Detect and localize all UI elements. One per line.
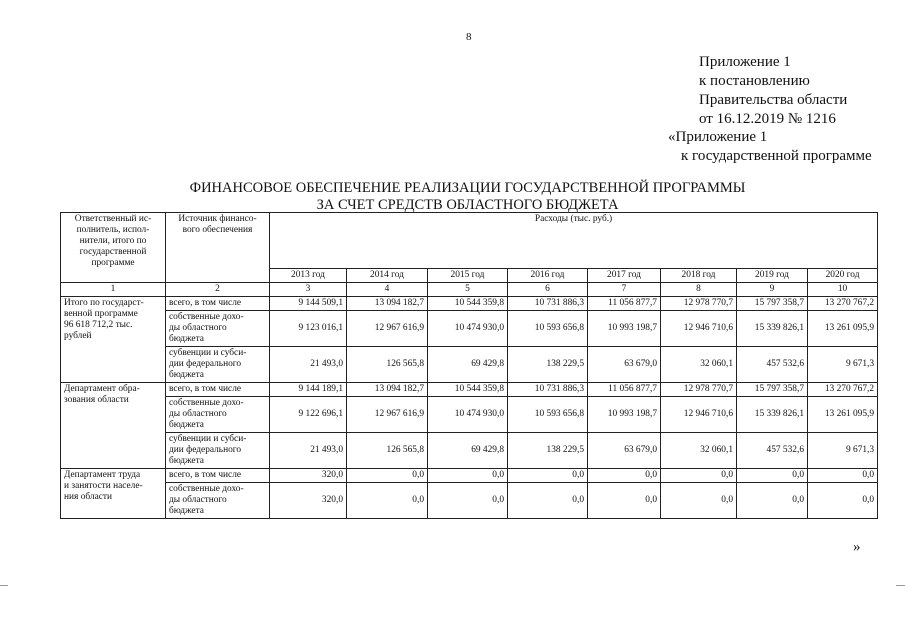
column-number-6: 6 [508,283,588,297]
value-cell: 138 229,5 [508,433,588,469]
value-cell: 320,0 [270,483,347,519]
funding-source: собственные дохо- ды областного бюджета [166,311,270,347]
column-number-10: 10 [808,283,878,297]
value-cell: 457 532,6 [737,433,808,469]
value-cell: 126 565,8 [347,347,428,383]
header-executor: Ответственный ис- полнитель, испол- нители, итого по государственной программе [61,213,166,283]
value-cell: 11 056 877,7 [588,297,661,311]
financing-table [60,212,878,519]
value-cell: 10 593 656,8 [508,397,588,433]
table-row [61,397,878,433]
value-cell: 13 261 095,9 [808,311,878,347]
value-cell: 9 144 509,1 [270,297,347,311]
title-line-2: ЗА СЧЕТ СРЕДСТВ ОБЛАСТНОГО БЮДЖЕТА [316,197,619,213]
value-cell: 138 229,5 [508,347,588,383]
column-number-7: 7 [588,283,661,297]
column-number-4: 4 [347,283,428,297]
document-title [60,180,875,214]
value-cell: 11 056 877,7 [588,383,661,397]
value-cell: 13 261 095,9 [808,397,878,433]
value-cell: 0,0 [428,483,508,519]
value-cell: 10 731 886,3 [508,383,588,397]
value-cell: 9 671,3 [808,433,878,469]
header-expenses: Расходы (тыс. руб.) [270,213,878,269]
appendix-line-1: Приложение 1 [699,54,791,70]
executor-name: Итого по государст- венной программе 96 618 712,2 тыс. рублей [61,297,166,383]
header-source: Источник финансо- вого обеспечения [166,213,270,283]
table-row [61,383,878,397]
value-cell: 0,0 [661,483,737,519]
value-cell: 13 094 182,7 [347,297,428,311]
table-row [61,469,878,483]
page-number: 8 [466,31,472,43]
value-cell: 9 671,3 [808,347,878,383]
year-header-3: 2015 год [428,269,508,283]
value-cell: 9 144 189,1 [270,383,347,397]
appendix-block [699,53,847,129]
value-cell: 0,0 [347,469,428,483]
value-cell: 9 123 016,1 [270,311,347,347]
value-cell: 0,0 [737,469,808,483]
closing-quote: » [853,539,861,555]
appendix-inner-line-2: к государственной программе [681,148,872,164]
value-cell: 0,0 [737,483,808,519]
appendix-line-3: Правительства области [699,92,848,108]
value-cell: 21 493,0 [270,433,347,469]
value-cell: 21 493,0 [270,347,347,383]
value-cell: 10 544 359,8 [428,297,508,311]
table-row [61,433,878,469]
value-cell: 0,0 [808,483,878,519]
value-cell: 457 532,6 [737,347,808,383]
year-header-2: 2014 год [347,269,428,283]
funding-source: всего, в том числе [166,297,270,311]
table-row [61,311,878,347]
value-cell: 0,0 [508,483,588,519]
year-header-8: 2020 год [808,269,878,283]
value-cell: 10 474 930,0 [428,311,508,347]
value-cell: 10 474 930,0 [428,397,508,433]
column-number-2: 2 [166,283,270,297]
value-cell: 9 122 696,1 [270,397,347,433]
table-body [61,213,878,519]
column-number-8: 8 [661,283,737,297]
value-cell: 126 565,8 [347,433,428,469]
value-cell: 32 060,1 [661,433,737,469]
table-row [61,347,878,383]
value-cell: 0,0 [661,469,737,483]
year-header-4: 2016 год [508,269,588,283]
value-cell: 12 946 710,6 [661,397,737,433]
value-cell: 12 978 770,7 [661,383,737,397]
value-cell: 0,0 [428,469,508,483]
value-cell: 15 797 358,7 [737,383,808,397]
executor-name: Департамент труда и занятости населе- ния области [61,469,166,519]
value-cell: 10 544 359,8 [428,383,508,397]
value-cell: 320,0 [270,469,347,483]
value-cell: 10 593 656,8 [508,311,588,347]
column-number-9: 9 [737,283,808,297]
year-header-6: 2018 год [661,269,737,283]
value-cell: 13 094 182,7 [347,383,428,397]
funding-source: субвенции и субси- дии федерального бюджета [166,433,270,469]
column-number-5: 5 [428,283,508,297]
column-number-3: 3 [270,283,347,297]
value-cell: 15 339 826,1 [737,311,808,347]
funding-source: всего, в том числе [166,469,270,483]
value-cell: 12 967 616,9 [347,311,428,347]
appendix-inner-line-1: «Приложение 1 [668,129,768,145]
year-header-7: 2019 год [737,269,808,283]
value-cell: 10 731 886,3 [508,297,588,311]
value-cell: 69 429,8 [428,347,508,383]
value-cell: 0,0 [588,469,661,483]
value-cell: 13 270 767,2 [808,297,878,311]
value-cell: 63 679,0 [588,347,661,383]
appendix-line-4: от 16.12.2019 № 1216 [699,111,836,127]
value-cell: 10 993 198,7 [588,311,661,347]
value-cell: 32 060,1 [661,347,737,383]
value-cell: 0,0 [347,483,428,519]
header-row [61,213,878,269]
value-cell: 10 993 198,7 [588,397,661,433]
value-cell: 15 339 826,1 [737,397,808,433]
column-number-row [61,283,878,297]
funding-source: всего, в том числе [166,383,270,397]
year-header-1: 2013 год [270,269,347,283]
value-cell: 0,0 [508,469,588,483]
executor-name: Департамент обра- зования области [61,383,166,469]
funding-source: субвенции и субси- дии федерального бюджета [166,347,270,383]
value-cell: 13 270 767,2 [808,383,878,397]
table-row [61,483,878,519]
value-cell: 69 429,8 [428,433,508,469]
year-header-5: 2017 год [588,269,661,283]
value-cell: 12 967 616,9 [347,397,428,433]
title-line-1: ФИНАНСОВОЕ ОБЕСПЕЧЕНИЕ РЕАЛИЗАЦИИ ГОСУДАРСТВЕННОЙ ПРОГРАММЫ [189,180,746,196]
appendix-line-2: к постановлению [699,73,810,89]
edge-mark-right [896,585,905,586]
edge-mark-left [0,585,8,586]
value-cell: 12 978 770,7 [661,297,737,311]
value-cell: 63 679,0 [588,433,661,469]
funding-source: собственные дохо- ды областного бюджета [166,483,270,519]
table-row [61,297,878,311]
value-cell: 0,0 [808,469,878,483]
appendix-inner-block [668,128,872,166]
value-cell: 15 797 358,7 [737,297,808,311]
funding-source: собственные дохо- ды областного бюджета [166,397,270,433]
value-cell: 0,0 [588,483,661,519]
column-number-1: 1 [61,283,166,297]
value-cell: 12 946 710,6 [661,311,737,347]
